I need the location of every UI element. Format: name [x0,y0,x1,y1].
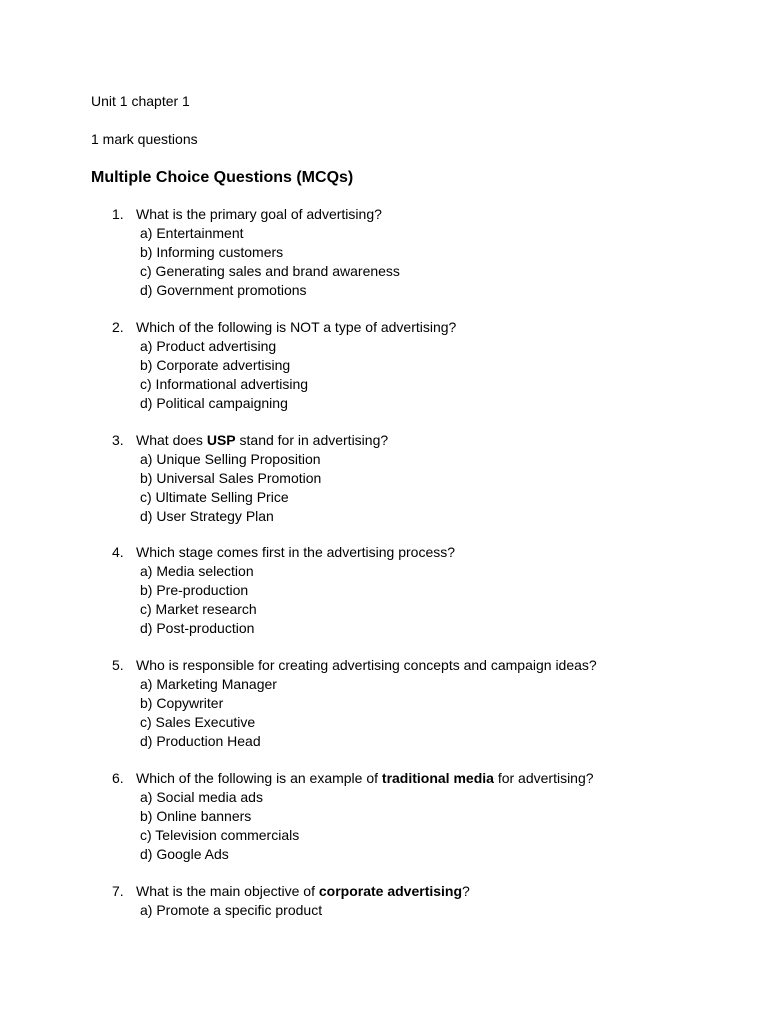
option-c: c) Informational advertising [140,376,309,392]
option-b: b) Informing customers [140,244,284,260]
option-a: a) Unique Selling Proposition [140,451,321,467]
marks-line: 1 mark questions [91,131,198,147]
option-c: c) Ultimate Selling Price [140,489,289,505]
question-6 [0,769,768,869]
option-c: c) Television commercials [140,827,300,843]
question-text: Which of the following is NOT a type of advertising? [136,319,457,335]
question-7 [0,882,768,922]
option-a: a) Marketing Manager [140,676,277,692]
option-c: c) Sales Executive [140,714,256,730]
unit-chapter-line: Unit 1 chapter 1 [91,93,190,109]
option-d: d) Political campaigning [140,395,288,411]
question-text: Which stage comes first in the advertising process? [136,544,456,560]
question-5 [0,656,768,756]
option-a: a) Promote a specific product [140,902,323,918]
question-number: 4. [112,544,124,560]
option-b: b) Corporate advertising [140,357,291,373]
option-a: a) Entertainment [140,225,244,241]
question-text: What does USP stand for in advertising? [136,432,389,448]
option-b: b) Online banners [140,808,252,824]
question-number: 6. [112,770,124,786]
question-4 [0,543,768,643]
option-b: b) Universal Sales Promotion [140,470,322,486]
option-a: a) Media selection [140,563,254,579]
option-c: c) Market research [140,601,257,617]
option-d: d) Government promotions [140,282,307,298]
section-heading: Multiple Choice Questions (MCQs) [91,169,354,186]
option-d: d) Post-production [140,620,255,636]
question-number: 2. [112,319,124,335]
question-number: 1. [112,206,124,222]
option-d: d) Google Ads [140,846,229,862]
question-1 [0,205,768,305]
option-a: a) Social media ads [140,789,263,805]
question-2 [0,318,768,418]
option-b: b) Pre-production [140,582,249,598]
option-a: a) Product advertising [140,338,277,354]
option-d: d) Production Head [140,733,261,749]
question-text: Which of the following is an example of traditional media for advertising? [136,770,594,786]
question-number: 5. [112,657,124,673]
question-number: 7. [112,883,124,899]
option-c: c) Generating sales and brand awareness [140,263,400,279]
option-b: b) Copywriter [140,695,224,711]
question-3 [0,431,768,531]
question-text: Who is responsible for creating advertising concepts and campaign ideas? [136,657,597,673]
option-d: d) User Strategy Plan [140,508,274,524]
question-text: What is the main objective of corporate advertising? [136,883,470,899]
question-text: What is the primary goal of advertising? [136,206,382,222]
question-number: 3. [112,432,124,448]
